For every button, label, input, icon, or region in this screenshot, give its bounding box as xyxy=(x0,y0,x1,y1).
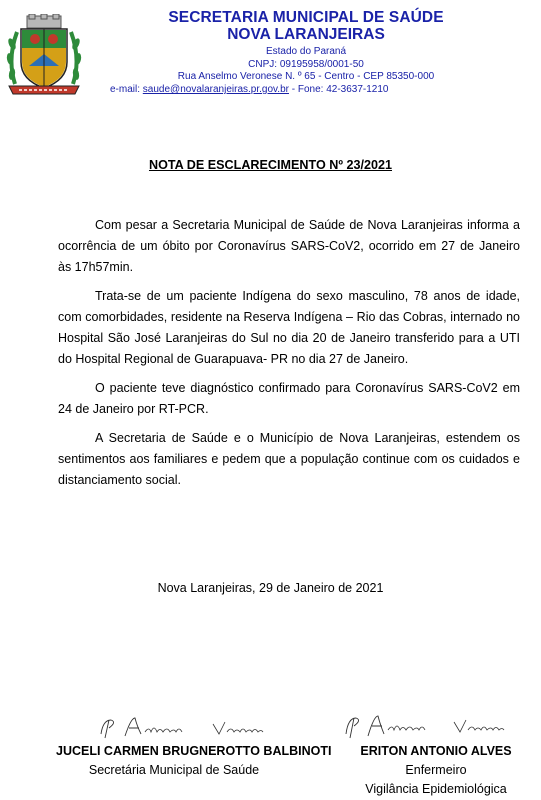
state-line: Estado do Paraná xyxy=(265,46,347,57)
paragraph-4: A Secretaria de Saúde e o Município de Nova Laranjeiras, estendem os sentimentos aos familiares e pedem que a população continue com os cuidados e distanciamento social. xyxy=(58,431,520,487)
document-title: NOTA DE ESCLARECIMENTO Nº 23/2021 xyxy=(148,158,392,172)
contact-line xyxy=(110,84,388,95)
handwritten-signature-icon xyxy=(340,712,530,742)
signatory-2-name: ERITON ANTONIO ALVES xyxy=(360,744,512,758)
handwritten-signature-icon xyxy=(95,712,285,742)
address-line: Rua Anselmo Veronese N. º 65 - Centro - CEP 85350-000 xyxy=(177,71,435,82)
municipal-coat-of-arms-icon xyxy=(5,14,83,100)
email-link[interactable]: saude@novalaranjeiras.pr.gov.br xyxy=(142,84,289,95)
signatory-1-name: JUCELI CARMEN BRUGNEROTTO BALBINOTI xyxy=(56,744,332,758)
org-name-line2: NOVA LARANJEIRAS xyxy=(227,26,385,43)
signatory-1 xyxy=(56,742,332,780)
date-line: Nova Laranjeiras, 29 de Janeiro de 2021 xyxy=(157,581,384,595)
phone-number: Fone: 42-3637-1210 xyxy=(297,84,389,95)
signatory-2-department: Vigilância Epidemiológica xyxy=(365,782,507,796)
paragraph-3: O paciente teve diagnóstico confirmado para Coronavírus SARS-CoV2 em 24 de Janeiro por RT-PCR. xyxy=(58,381,520,416)
paragraph-1: Com pesar a Secretaria Municipal de Saúde de Nova Laranjeiras informa a ocorrência de um óbito por Coronavírus SARS-CoV2, ocorrido em 27 de Janeiro às 17h57min. xyxy=(58,218,520,274)
signatory-1-role: Secretária Municipal de Saúde xyxy=(88,763,260,777)
email-label: e-mail: xyxy=(110,84,143,95)
signatory-2-role: Enfermeiro xyxy=(405,763,467,777)
contact-separator: - xyxy=(288,84,298,95)
document-body xyxy=(58,215,520,499)
cnpj-line: CNPJ: 09195958/0001-50 xyxy=(248,59,364,70)
signatory-2 xyxy=(350,742,522,799)
org-name-line1: SECRETARIA MUNICIPAL DE SAÚDE xyxy=(168,9,444,26)
paragraph-2: Trata-se de um paciente Indígena do sexo masculino, 78 anos de idade, com comorbidades, residente na Reserva Indígena – Rio das Cobras, internado no Hospital São José Laranjeiras do Sul no dia 20 de Janeiro transferido para a UTI do Hospital Regional de Guarapuava- PR no dia 27 de Janeiro. xyxy=(58,289,520,366)
